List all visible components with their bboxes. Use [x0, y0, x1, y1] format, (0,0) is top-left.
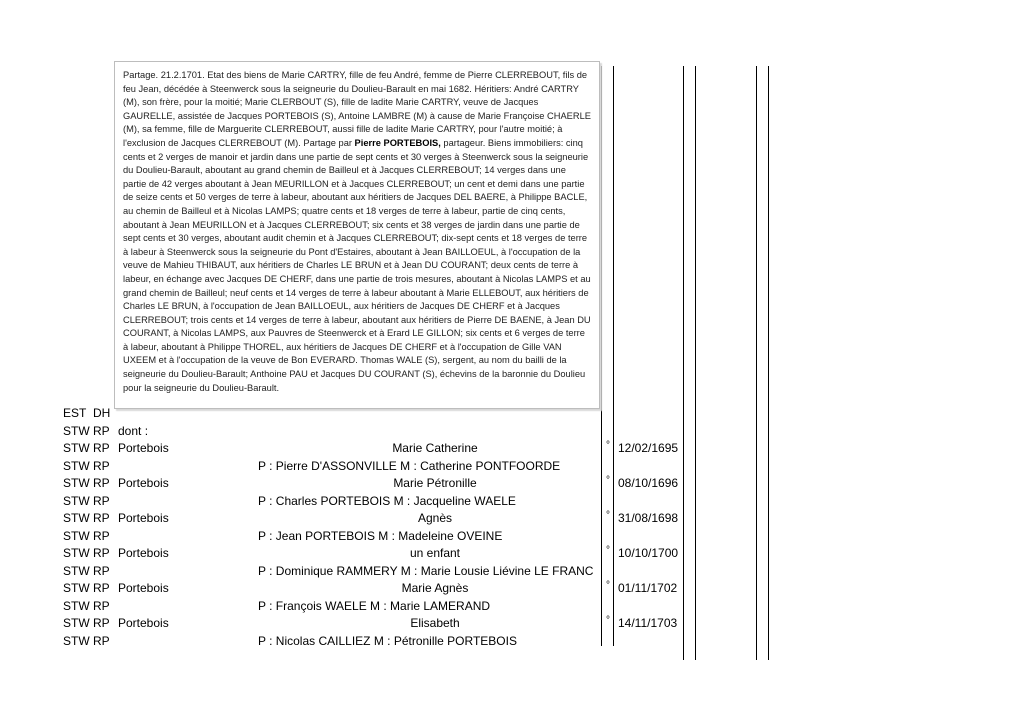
cell-source: RP — [93, 476, 110, 490]
cell-source: RP — [93, 616, 110, 630]
cell-parents: P : Nicolas CAILLIEZ M : Pétronille PORTEBOIS — [258, 634, 517, 648]
cell-place: STW — [63, 599, 90, 613]
cell-first-name: un enfant — [409, 546, 461, 560]
cell-source: RP — [93, 511, 110, 525]
cell-place: STW — [63, 476, 90, 490]
cell-source: RP — [93, 599, 110, 613]
cell-place: STW — [63, 494, 90, 508]
cell-place: STW — [63, 581, 90, 595]
table-row — [0, 492, 1024, 510]
table-row — [0, 457, 1024, 475]
table-row — [0, 544, 1024, 562]
cell-parents: P : Charles PORTEBOIS M : Jacqueline WAELE — [258, 494, 516, 508]
table-row — [0, 614, 1024, 632]
cell-date: 01/11/1702 — [618, 581, 678, 595]
cell-birth-sign: ° — [606, 440, 610, 451]
cell-place: EST — [63, 406, 87, 420]
cell-birth-sign: ° — [606, 510, 610, 521]
cell-source: RP — [93, 546, 110, 560]
cell-date: 12/02/1695 — [618, 441, 679, 455]
cell-surname: Portebois — [118, 546, 169, 560]
table-row — [0, 422, 1024, 440]
cell-birth-sign: ° — [606, 545, 610, 556]
cell-source: RP — [93, 441, 110, 455]
cell-birth-sign: ° — [606, 475, 610, 486]
cell-place: STW — [63, 459, 90, 473]
cell-place: STW — [63, 529, 90, 543]
cell-surname: Portebois — [118, 511, 169, 525]
cell-surname: dont : — [118, 424, 149, 438]
cell-birth-sign: ° — [606, 580, 610, 591]
table-row — [0, 632, 1024, 650]
cell-surname: Portebois — [118, 476, 169, 490]
cell-parents: P : François WAELE M : Marie LAMERAND — [258, 599, 491, 613]
cell-source: DH — [93, 406, 111, 420]
cell-surname: Portebois — [118, 441, 169, 455]
cell-first-name: Marie Pétronille — [393, 476, 477, 490]
cell-first-name: Marie Catherine — [392, 441, 478, 455]
table-row — [0, 404, 1024, 422]
table-row — [0, 474, 1024, 492]
cell-source: RP — [93, 459, 110, 473]
cell-surname: Portebois — [118, 581, 169, 595]
cell-surname: Portebois — [118, 616, 169, 630]
cell-place: STW — [63, 616, 90, 630]
table-row — [0, 527, 1024, 545]
cell-first-name: Elisabeth — [410, 616, 460, 630]
cell-date: 14/11/1703 — [618, 616, 678, 630]
partage-note — [114, 61, 600, 409]
cell-place: STW — [63, 511, 90, 525]
cell-first-name: Agnès — [417, 511, 453, 525]
cell-place: STW — [63, 546, 90, 560]
cell-first-name: Marie Agnès — [401, 581, 469, 595]
cell-source: RP — [93, 424, 110, 438]
table-row — [0, 597, 1024, 615]
table-row — [0, 562, 1024, 580]
cell-source: RP — [93, 581, 110, 595]
cell-source: RP — [93, 529, 110, 543]
table-row — [0, 439, 1024, 457]
cell-parents: P : Dominique RAMMERY M : Marie Lousie Liévine LE FRANC — [258, 564, 594, 578]
cell-birth-sign: ° — [606, 615, 610, 626]
cell-source: RP — [93, 634, 110, 648]
note-text-part1: Partage. 21.2.1701. Etat des biens de Marie CARTRY, fille de feu André, femme de Pierre CLERREBOUT, fils de feu Jean, décédée à Steenwerck sous la seigneurie du Doulieu-Barault en mai 1682. Héritiers: André CARTRY (M), son frère, pour la moitié; Marie CLERBOUT (S), fille de ladite Marie CARTRY, veuve de Jacques GAURELLE, assistée de Jacques PORTEBOIS (S), Antoine LAMBRE (M) à cause de Marie Françoise CHAERLE (M), sa femme, fille de Marguerite CLERREBOUT, aussi fille de ladite Marie CARTRY, pour l'autre moitié; à l'exclusion de Jacques CLERREBOUT (M). Partage par — [123, 70, 591, 148]
cell-place: STW — [63, 564, 90, 578]
cell-place: STW — [63, 441, 90, 455]
note-text-part2: partageur. Biens immobiliers: cinq cents et 2 verges de manoir et jardin dans une partie de sept cents et 30 verges à Steenwerck sous la seigneurie du Doulieu-Barault, aboutant au grand chemin de Bailleul et à Jacques CLERREBOUT; 14 verges dans une partie de 42 verges aboutant à Jean MEURILLON et à Jacques CLERREBOUT; un cent et demi dans une partie de seize cents et 50 verges de terre à labeur, aboutant aux héritiers de Jacques DEL BAERE, à Philippe BACLE, au chemin de Bailleul et à Nicolas LAMPS; quatre cents et 18 verges de terre à labeur, partie de cinq cents, aboutant à Jean MEURILLON et à Jacques CLERREBOUT; six cents et 38 verges de jardin dans une partie de sept cents et 30 verges, aboutant audit chemin et à Jacques CLERREBOUT; dix-sept cents et 18 verges de terre à labeur à Steenwerck sous la seigneurie du Pont d'Estaires, aboutant à Jean BAILLOEUL, à l'occupation de la veuve de Mahieu THIBAUT, aux héritiers de Charles LE BRUN et à Jean DU COURANT; deux cents de terre à labeur, en échange avec Jacques DE CHERF, dans une partie de trois mesures, aboutant à Nicolas LAMPS et au grand chemin de Bailleul; neuf cents et 14 verges de terre à labeur aboutant à Marie ELLEBOUT, aux héritiers de Charles LE BRUN, à l'occupation de Jean BAILLOEUL, aux héritiers de Jacques DE CHERF et à Jacques CLERREBOUT; trois cents et 14 verges de terre à labeur, aboutant aux héritiers de Pierre DE BAENE, à Jean DU COURANT, à Nicolas LAMPS, aux Pauvres de Steenwerck et à Erard LE GILLON; six cents et 6 verges de terre à labeur, aboutant à Philippe THOREL, aux héritiers de Jacques DE CHERF et à l'occupation de Gille VAN UXEEM et à l'occupation de la veuve de Bon EVERARD. Thomas WALE (S), sergent, au nom du bailli de la seigneurie du Doulieu-Barault; Anthoine PAU et Jacques DU COURANT (S), échevins de la baronnie du Doulieu pour la seigneurie du Doulieu-Barault. — [123, 137, 591, 393]
table-row — [0, 509, 1024, 527]
cell-date: 08/10/1696 — [618, 476, 679, 490]
cell-date: 31/08/1698 — [618, 511, 679, 525]
note-text-bold: Pierre PORTEBOIS, — [354, 137, 441, 148]
cell-place: STW — [63, 424, 90, 438]
cell-place: STW — [63, 634, 90, 648]
cell-source: RP — [93, 494, 110, 508]
cell-source: RP — [93, 564, 110, 578]
cell-date: 10/10/1700 — [618, 546, 679, 560]
table-row — [0, 579, 1024, 597]
cell-parents: P : Jean PORTEBOIS M : Madeleine OVEINE — [258, 529, 503, 543]
cell-parents: P : Pierre D'ASSONVILLE M : Catherine PONTFOORDE — [258, 459, 561, 473]
